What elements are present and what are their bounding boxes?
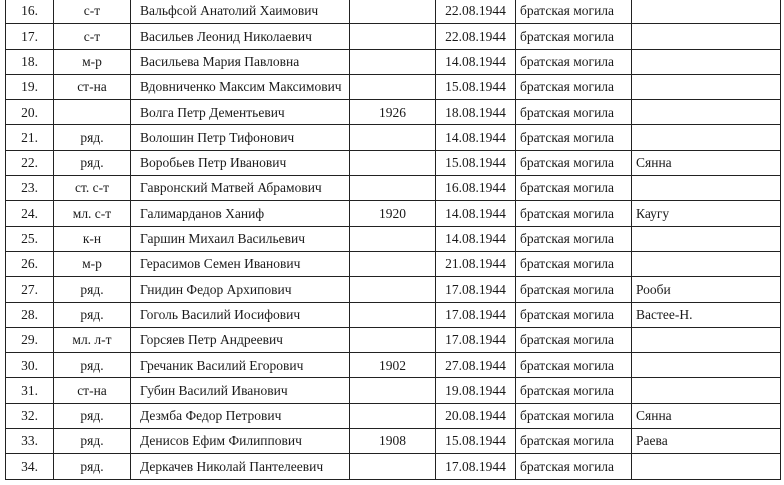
burial-type-cell: братская могила — [516, 24, 632, 49]
place-name-cell — [632, 226, 781, 251]
military-rank-cell: ст. с-т — [54, 176, 131, 201]
full-name-cell: Гоголь Василий Иосифович — [131, 302, 350, 327]
table-row — [6, 251, 781, 276]
table-row — [6, 24, 781, 49]
death-date-cell: 14.08.1944 — [436, 201, 516, 226]
military-rank-cell: ряд. — [54, 403, 131, 428]
row-number-cell: 28. — [6, 302, 54, 327]
birth-year-cell — [350, 251, 436, 276]
burial-type-cell: братская могила — [516, 302, 632, 327]
death-date-cell: 15.08.1944 — [436, 74, 516, 99]
table-row — [6, 226, 781, 251]
row-number-cell: 22. — [6, 150, 54, 175]
row-number-cell: 20. — [6, 100, 54, 125]
table-row — [6, 201, 781, 226]
birth-year-cell — [350, 125, 436, 150]
place-name-cell — [632, 49, 781, 74]
place-name-cell: Каугу — [632, 201, 781, 226]
birth-year-cell: 1908 — [350, 429, 436, 454]
table-row — [6, 125, 781, 150]
full-name-cell: Гаршин Михаил Васильевич — [131, 226, 350, 251]
death-date-cell: 17.08.1944 — [436, 454, 516, 479]
row-number-cell: 24. — [6, 201, 54, 226]
table-row — [6, 49, 781, 74]
burial-type-cell: братская могила — [516, 0, 632, 24]
table-body — [6, 0, 781, 479]
place-name-cell — [632, 251, 781, 276]
death-date-cell: 27.08.1944 — [436, 353, 516, 378]
death-date-cell: 15.08.1944 — [436, 150, 516, 175]
table-row — [6, 100, 781, 125]
military-rank-cell: к-н — [54, 226, 131, 251]
burial-type-cell: братская могила — [516, 125, 632, 150]
place-name-cell — [632, 327, 781, 352]
burial-type-cell: братская могила — [516, 150, 632, 175]
death-date-cell: 22.08.1944 — [436, 24, 516, 49]
full-name-cell: Гавронский Матвей Абрамович — [131, 176, 350, 201]
row-number-cell: 34. — [6, 454, 54, 479]
place-name-cell — [632, 24, 781, 49]
burial-type-cell: братская могила — [516, 74, 632, 99]
burial-type-cell: братская могила — [516, 378, 632, 403]
full-name-cell: Галимарданов Ханиф — [131, 201, 350, 226]
birth-year-cell — [350, 49, 436, 74]
death-date-cell: 19.08.1944 — [436, 378, 516, 403]
military-rank-cell: м-р — [54, 251, 131, 276]
full-name-cell: Гречаник Василий Егорович — [131, 353, 350, 378]
birth-year-cell — [350, 403, 436, 428]
death-date-cell: 21.08.1944 — [436, 251, 516, 276]
place-name-cell — [632, 454, 781, 479]
military-rank-cell: ст-на — [54, 378, 131, 403]
table-row — [6, 327, 781, 352]
table-row — [6, 277, 781, 302]
birth-year-cell — [350, 277, 436, 302]
birth-year-cell — [350, 150, 436, 175]
full-name-cell: Губин Василий Иванович — [131, 378, 350, 403]
military-rank-cell: мл. л-т — [54, 327, 131, 352]
death-date-cell: 14.08.1944 — [436, 49, 516, 74]
full-name-cell: Дезмба Федор Петрович — [131, 403, 350, 428]
place-name-cell: Сянна — [632, 403, 781, 428]
death-date-cell: 17.08.1944 — [436, 277, 516, 302]
burial-type-cell: братская могила — [516, 49, 632, 74]
place-name-cell — [632, 74, 781, 99]
table-row — [6, 429, 781, 454]
birth-year-cell — [350, 302, 436, 327]
military-rank-cell — [54, 100, 131, 125]
death-date-cell: 14.08.1944 — [436, 226, 516, 251]
table-row — [6, 353, 781, 378]
burial-type-cell: братская могила — [516, 100, 632, 125]
birth-year-cell — [350, 226, 436, 251]
military-rank-cell: ряд. — [54, 125, 131, 150]
place-name-cell — [632, 353, 781, 378]
table-row — [6, 403, 781, 428]
place-name-cell: Сянна — [632, 150, 781, 175]
row-number-cell: 23. — [6, 176, 54, 201]
death-date-cell: 15.08.1944 — [436, 429, 516, 454]
birth-year-cell — [350, 454, 436, 479]
row-number-cell: 26. — [6, 251, 54, 276]
burial-type-cell: братская могила — [516, 201, 632, 226]
burial-type-cell: братская могила — [516, 226, 632, 251]
burial-type-cell: братская могила — [516, 454, 632, 479]
death-date-cell: 17.08.1944 — [436, 327, 516, 352]
full-name-cell: Денисов Ефим Филиппович — [131, 429, 350, 454]
military-rank-cell: мл. с-т — [54, 201, 131, 226]
row-number-cell: 18. — [6, 49, 54, 74]
row-number-cell: 30. — [6, 353, 54, 378]
burial-type-cell: братская могила — [516, 176, 632, 201]
place-name-cell — [632, 100, 781, 125]
death-date-cell: 16.08.1944 — [436, 176, 516, 201]
full-name-cell: Васильев Леонид Николаевич — [131, 24, 350, 49]
burial-type-cell: братская могила — [516, 429, 632, 454]
birth-year-cell: 1920 — [350, 201, 436, 226]
burial-type-cell: братская могила — [516, 403, 632, 428]
military-rank-cell: ряд. — [54, 353, 131, 378]
military-rank-cell: ряд. — [54, 277, 131, 302]
table-row — [6, 302, 781, 327]
military-rank-cell: ряд. — [54, 302, 131, 327]
place-name-cell — [632, 125, 781, 150]
military-rank-cell: ряд. — [54, 150, 131, 175]
row-number-cell: 29. — [6, 327, 54, 352]
table-row — [6, 176, 781, 201]
table-row — [6, 0, 781, 24]
row-number-cell: 27. — [6, 277, 54, 302]
place-name-cell — [632, 176, 781, 201]
military-rank-cell: ряд. — [54, 454, 131, 479]
burial-type-cell: братская могила — [516, 277, 632, 302]
place-name-cell: Вастее-Н. — [632, 302, 781, 327]
birth-year-cell: 1926 — [350, 100, 436, 125]
full-name-cell: Васильева Мария Павловна — [131, 49, 350, 74]
place-name-cell: Рооби — [632, 277, 781, 302]
birth-year-cell — [350, 176, 436, 201]
full-name-cell: Вдовниченко Максим Максимович — [131, 74, 350, 99]
burial-type-cell: братская могила — [516, 353, 632, 378]
full-name-cell: Гнидин Федор Архипович — [131, 277, 350, 302]
full-name-cell: Деркачев Николай Пантелеевич — [131, 454, 350, 479]
military-rank-cell: м-р — [54, 49, 131, 74]
table-row — [6, 378, 781, 403]
burial-list-table-wrapper — [5, 0, 780, 480]
place-name-cell — [632, 0, 781, 24]
table-row — [6, 74, 781, 99]
row-number-cell: 33. — [6, 429, 54, 454]
place-name-cell — [632, 378, 781, 403]
death-date-cell: 17.08.1944 — [436, 302, 516, 327]
death-date-cell: 14.08.1944 — [436, 125, 516, 150]
table-row — [6, 150, 781, 175]
birth-year-cell — [350, 0, 436, 24]
military-rank-cell: ряд. — [54, 429, 131, 454]
row-number-cell: 16. — [6, 0, 54, 24]
burial-list-table — [5, 0, 781, 480]
military-rank-cell: с-т — [54, 24, 131, 49]
row-number-cell: 31. — [6, 378, 54, 403]
full-name-cell: Волошин Петр Тифонович — [131, 125, 350, 150]
death-date-cell: 20.08.1944 — [436, 403, 516, 428]
birth-year-cell: 1902 — [350, 353, 436, 378]
death-date-cell: 18.08.1944 — [436, 100, 516, 125]
row-number-cell: 19. — [6, 74, 54, 99]
burial-type-cell: братская могила — [516, 251, 632, 276]
death-date-cell: 22.08.1944 — [436, 0, 516, 24]
birth-year-cell — [350, 378, 436, 403]
place-name-cell: Раева — [632, 429, 781, 454]
full-name-cell: Герасимов Семен Иванович — [131, 251, 350, 276]
table-row — [6, 454, 781, 479]
full-name-cell: Воробьев Петр Иванович — [131, 150, 350, 175]
birth-year-cell — [350, 74, 436, 99]
row-number-cell: 21. — [6, 125, 54, 150]
full-name-cell: Горсяев Петр Андреевич — [131, 327, 350, 352]
burial-type-cell: братская могила — [516, 327, 632, 352]
military-rank-cell: с-т — [54, 0, 131, 24]
row-number-cell: 25. — [6, 226, 54, 251]
row-number-cell: 17. — [6, 24, 54, 49]
birth-year-cell — [350, 24, 436, 49]
full-name-cell: Вальфсой Анатолий Хаимович — [131, 0, 350, 24]
birth-year-cell — [350, 327, 436, 352]
row-number-cell: 32. — [6, 403, 54, 428]
full-name-cell: Волга Петр Дементьевич — [131, 100, 350, 125]
military-rank-cell: ст-на — [54, 74, 131, 99]
